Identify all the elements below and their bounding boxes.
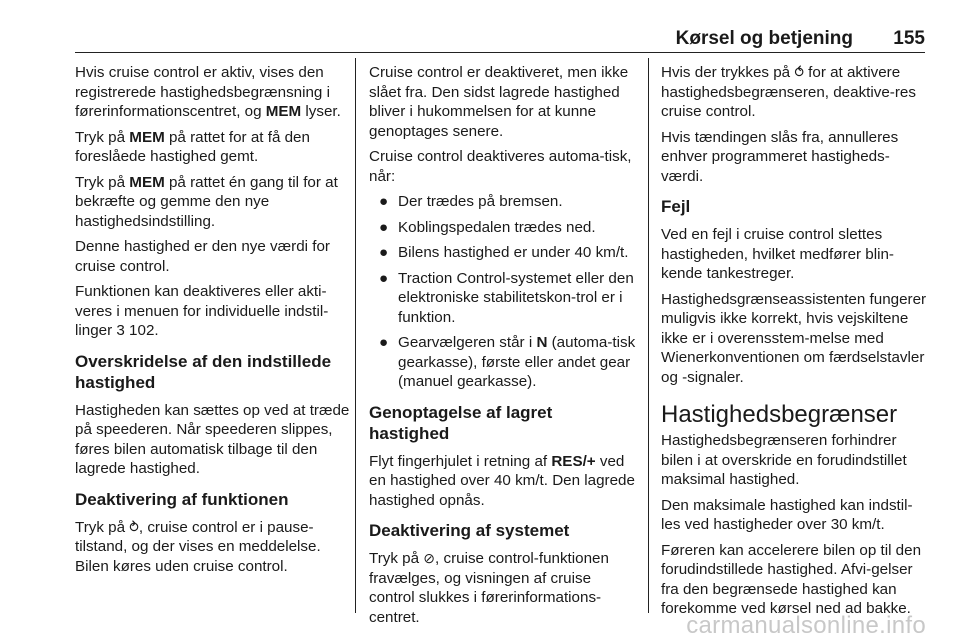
list-item: ● Koblingspedalen trædes ned.	[379, 218, 596, 236]
gear-n-label: N	[536, 334, 548, 351]
paragraph: Tryk på ⥁, cruise control er i pause-tilstand, og der vises en meddelelse. Bilen køres uden cruise control.	[75, 518, 321, 575]
paragraph: Cruise control deaktiveres automa-tisk, når:	[369, 148, 632, 185]
section-heading-speed-limiter: Hastighedsbegrænser	[661, 401, 898, 428]
res-label: RES/+	[551, 452, 596, 470]
section-heading-overspeed: Overskridelse af den indstillede hastighed	[75, 351, 332, 392]
column-2	[369, 63, 637, 633]
page-reference-link[interactable]: 102.	[124, 322, 159, 339]
paragraph: Hvis der trykkes på ⥀ for at aktivere hastighedsbegrænseren, deaktive-res cruise control.	[661, 64, 916, 120]
section-heading-deactivate-function: Deaktivering af funktionen	[75, 489, 289, 509]
column-divider-2	[648, 58, 649, 613]
paragraph: Flyt fingerhjulet i retning af RES/+ ved en hastighed over 40 km/t. Den lagrede hastighed opnås.	[369, 452, 635, 509]
mem-label: MEM	[129, 173, 165, 191]
chapter-title: Kørsel og betjening	[675, 28, 853, 49]
paragraph: Hastigheden kan sættes op ved at træde på speederen. Når speederen slippes, føres bilen automatisk tilbage til den lagrede hastighed.	[75, 401, 350, 477]
speed-limiter-icon: ⥀	[794, 64, 804, 80]
cruise-off-icon: ⊘	[423, 550, 436, 566]
mem-label: MEM	[129, 128, 165, 146]
paragraph: Tryk på MEM på rattet for at få den foreslåede hastighed gemt.	[75, 128, 310, 165]
paragraph: Hvis tændingen slås fra, annulleres enhver programmeret hastigheds-værdi.	[661, 128, 899, 185]
header-rule	[75, 52, 925, 53]
bullet-icon: ●	[379, 193, 389, 210]
paragraph: Den maksimale hastighed kan indstil-les ved hastigheder over 30 km/t.	[661, 496, 913, 533]
column-1	[75, 63, 351, 582]
page-header	[75, 22, 925, 50]
page-reference-arrow-icon: 3	[116, 322, 125, 339]
bullet-icon: ●	[379, 218, 389, 236]
bullet-icon: ●	[379, 334, 389, 351]
deactivation-conditions-list	[369, 192, 637, 392]
paragraph: Funktionen kan deaktiveres eller akti-veres i menuen for individuelle indstil-linger 3 102.	[75, 283, 329, 339]
list-item: ● Der trædes på bremsen.	[379, 193, 563, 210]
list-item: ● Gearvælgeren står i N (automa-tisk gearkasse), første eller andet gear (manuel gearkasse).	[379, 334, 636, 390]
paragraph: Hastighedsgrænseassistenten fungerer muligvis ikke korrekt, hvis vejskiltene ikke er i overensstem-melse med Wienerkonventionen om færdselstavler og -signaler.	[661, 290, 927, 386]
paragraph: Denne hastighed er den nye værdi for cruise control.	[75, 238, 330, 275]
bullet-icon: ●	[379, 269, 389, 287]
section-heading-deactivate-system: Deaktivering af systemet	[369, 521, 570, 540]
section-heading-fault: Fejl	[661, 197, 691, 216]
paragraph: Føreren kan accelerere bilen op til den forudindstillede hastighed. Afvi-gelser fra den begrænsede hastighed kan forekomme ved kørsel ned ad bakke.	[661, 541, 922, 617]
paragraph: Hvis cruise control er aktiv, vises den registrerede hastighedsbegrænsning i førerinformationscentret, og MEM lyser.	[75, 64, 341, 120]
column-divider-1	[355, 58, 356, 613]
paragraph: Tryk på MEM på rattet én gang til for at bekræfte og gemme den nye hastighedsindstilling.	[75, 173, 338, 230]
paragraph: Tryk på ⊘, cruise control-funktionen fravælges, og visningen af cruise control slukkes i førerinformations-centret.	[369, 550, 609, 626]
paragraph: Cruise control er deaktiveret, men ikke slået fra. Den sidst lagrede hastighed bliver i hukommelsen for at kunne genoptages senere.	[369, 64, 629, 140]
paragraph: Hastighedsbegrænseren forhindrer bilen i at overskride en forudindstillet maksimal hastighed.	[661, 432, 907, 488]
page-number: 155	[893, 28, 925, 49]
list-item: ● Bilens hastighed er under 40 km/t.	[379, 244, 629, 261]
bullet-icon: ●	[379, 244, 389, 261]
paragraph: Ved en fejl i cruise control slettes hastigheden, hvilket medfører blin-kende tankestreger.	[661, 226, 894, 282]
cruise-pause-icon: ⥁	[129, 518, 139, 535]
list-item: ● Traction Control-systemet eller den elektroniske stabilitetskon-trol er i funktion.	[379, 269, 634, 326]
section-heading-resume: Genoptagelse af lagret hastighed	[369, 402, 553, 443]
watermark: carmanualsonline.info	[686, 612, 926, 639]
mem-label: MEM	[265, 103, 302, 120]
column-3	[661, 63, 927, 625]
